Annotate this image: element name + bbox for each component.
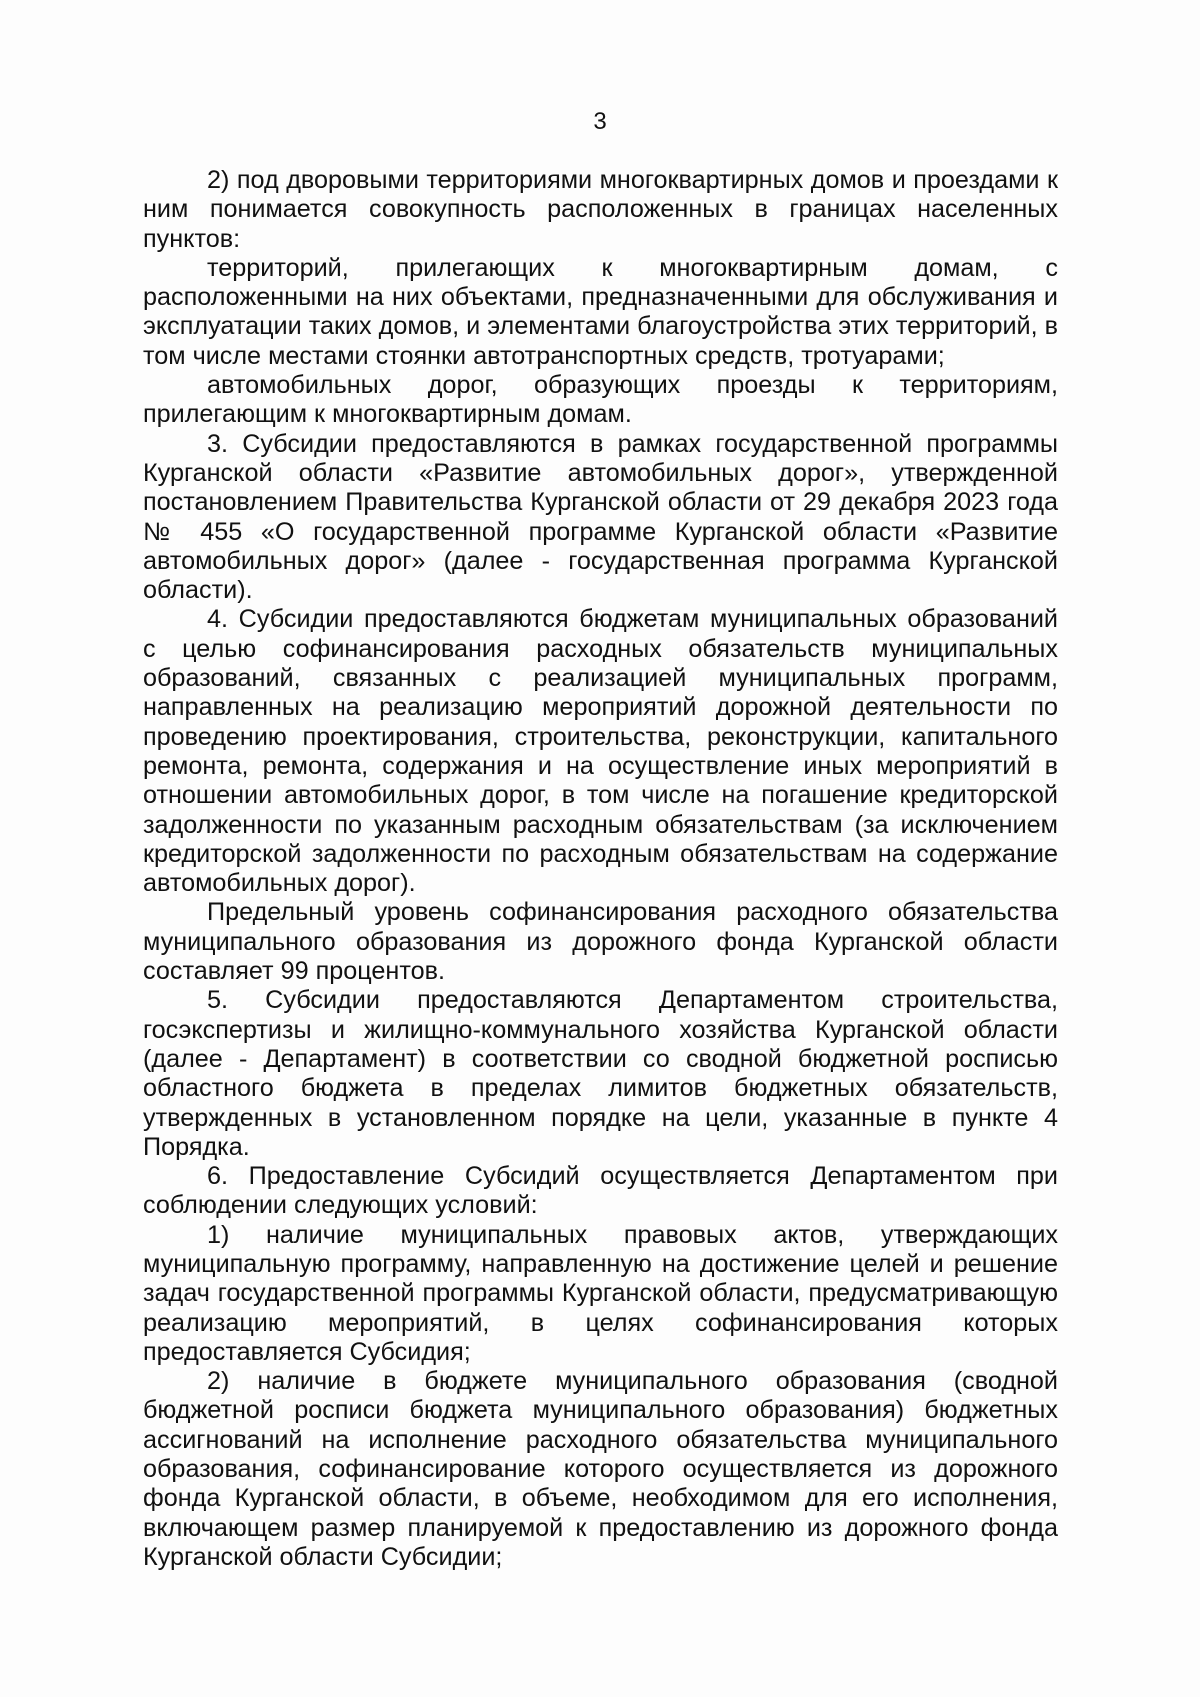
paragraph-adjacent-territories: территорий, прилегающих к многоквартирным домам, с расположенными на них объектами, предназначенными для обслуживания и эксплуатации таких домов, и элементами благоустройства этих территорий, в том числе местами стоянки автотранспортных средств, тротуарами; — [143, 253, 1058, 370]
document-body — [143, 166, 1058, 1572]
paragraph-4-subsidy-purpose: 4. Субсидии предоставляются бюджетам муниципальных образований с целью софинансирования расходных обязательств муниципальных образований, связанных с реализацией муниципальных программ, направленных на реализацию мероприятий дорожной деятельности по проведению проектирования, строительства, реконструкции, капитального ремонта, ремонта, содержания и на осуществление иных мероприятий в отношении автомобильных дорог, в том числе на погашение кредиторской задолженности по указанным расходным обязательствам (за исключением кредиторской задолженности по расходным обязательствам на содержание автомобильных дорог). — [143, 605, 1058, 898]
paragraph-6-conditions: 6. Предоставление Субсидий осуществляется Департаментом при соблюдении следующих условий: — [143, 1162, 1058, 1220]
paragraph-5-department: 5. Субсидии предоставляются Департаментом строительства, госэкспертизы и жилищно-коммунального хозяйства Курганской области (далее - Департамент) в соответствии со сводной бюджетной росписью областного бюджета в пределах лимитов бюджетных обязательств, утвержденных в установленном порядке на цели, указанные в пункте 4 Порядка. — [143, 986, 1058, 1161]
paragraph-3-state-program: 3. Субсидии предоставляются в рамках государственной программы Курганской области «Развитие автомобильных дорог», утвержденной постановлением Правительства Курганской области от 29 декабря 2023 года № 455 «О государственной программе Курганской области «Развитие автомобильных дорог» (далее - государственная программа Курганской области). — [143, 429, 1058, 605]
paragraph-condition-2: 2) наличие в бюджете муниципального образования (сводной бюджетной росписи бюджета муниципального образования) бюджетных ассигнований на исполнение расходного обязательства муниципального образования, софинансирование которого осуществляется из дорожного фонда Курганской области, в объеме, необходимом для его исполнения, включающем размер планируемой к предоставлению из дорожного фонда Курганской области Субсидии; — [143, 1367, 1058, 1571]
paragraph-condition-1: 1) наличие муниципальных правовых актов, утверждающих муниципальную программу, направленную на достижение целей и решение задач государственной программы Курганской области, предусматривающую реализацию мероприятий, в целях софинансирования которых предоставляется Субсидия; — [143, 1220, 1058, 1366]
page-number: 3 — [593, 108, 607, 135]
paragraph-2-yard-territories: 2) под дворовыми территориями многоквартирных домов и проездами к ним понимается совокупность расположенных в границах населенных пунктов: — [143, 166, 1058, 253]
paragraph-roads-driveways: автомобильных дорог, образующих проезды к территориям, прилегающим к многоквартирным домам. — [143, 371, 1058, 429]
paragraph-cofinancing-limit: Предельный уровень софинансирования расходного обязательства муниципального образования из дорожного фонда Курганской области составляет 99 процентов. — [143, 898, 1058, 986]
